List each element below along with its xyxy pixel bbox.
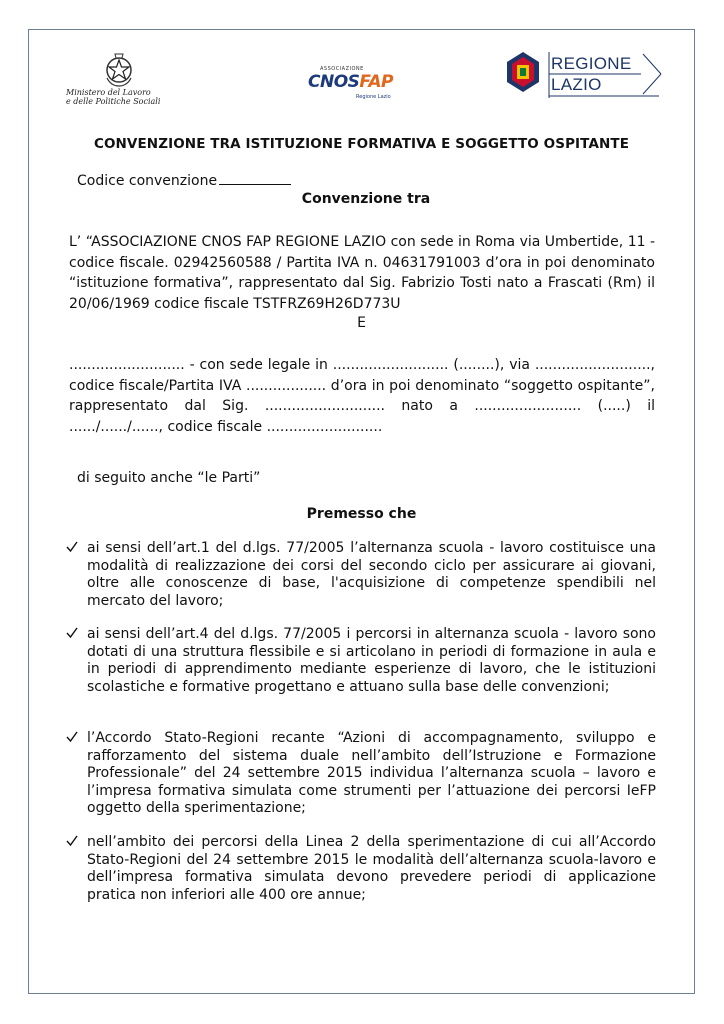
ministry-name-line1: Ministero del Lavoro (66, 88, 151, 97)
document-subtitle: Convenzione tra (301, 191, 431, 207)
premessa-item (64, 626, 656, 696)
premessa-text: ai sensi dell’art.1 del d.lgs. 77/2005 l’alternanza scuola - lavoro costituisce una modalità di realizzazione dei corsi del secondo ciclo per assicurare ai giovani, oltre alle conoscenze di base, l'acquisizione di competenze spendibili nel mercato del lavoro; (87, 540, 656, 609)
ministry-name-line2: e delle Politiche Sociali (66, 97, 161, 106)
cnos-wordmark-fap: FAP (359, 72, 393, 92)
italian-emblem-icon (99, 48, 139, 88)
party2-paragraph: .......................... - con sede legale in .......................... (........), via .........................., codice fiscale/Partita IVA .................. d’ora in poi denominato “soggetto ospitante”, rappresentato dal Sig. ........................... nato a ........................ (.....) il ....../....../......, codice fiscale .......................... (69, 357, 655, 435)
cnos-region-label: Regione Lazio (356, 94, 391, 100)
premesso-heading: Premesso che (306, 506, 417, 522)
ministry-logo (64, 48, 174, 118)
premessa-item (64, 834, 656, 904)
premessa-text: l’Accordo Stato-Regioni recante “Azioni di accompagnamento, sviluppo e rafforzamento del sistema duale nell’ambito dell’Istruzione e Formazione Professionale” del 24 settembre 2015 individua l’alternanza scuola – lavoro e l’impresa formativa simulata come strumenti per l’attuazione dei percorsi IeFP oggetto della sperimentazione; (87, 730, 656, 816)
parties-note: di seguito anche “le Parti” (77, 470, 261, 486)
codice-convenzione (77, 171, 291, 189)
checkmark-icon (64, 626, 80, 640)
lazio-coat-of-arms-icon (503, 50, 543, 94)
premessa-item (64, 730, 656, 818)
checkmark-icon (64, 730, 80, 744)
cnos-fap-logo (306, 66, 410, 106)
document-title: CONVENZIONE TRA ISTITUZIONE FORMATIVA E SOGGETTO OSPITANTE (93, 136, 630, 152)
checkmark-icon (64, 540, 80, 554)
codice-convenzione-label: Codice convenzione (77, 173, 218, 189)
premessa-item (64, 540, 656, 610)
regione-lazio-logo (503, 50, 663, 100)
checkmark-icon (64, 834, 80, 848)
cnos-fap-wordmark (308, 72, 393, 92)
codice-convenzione-blank[interactable] (219, 171, 291, 185)
cnos-association-label: ASSOCIAZIONE (320, 66, 364, 72)
premessa-text: ai sensi dell’art.4 del d.lgs. 77/2005 i percorsi in alternanza scuola - lavoro sono dotati di una struttura flessibile e si articolano in periodi di formazione in aula e in periodi di apprendimento mediante esperienze di lavoro, che le istituzioni scolastiche e formative progettano e attuano sulla base delle convenzioni; (87, 626, 656, 695)
premessa-text: nell’ambito dei percorsi della Linea 2 della sperimentazione di cui all’Accordo Stato-Regioni del 24 settembre 2015 le modalità dell’alternanza scuola-lavoro e dell’impresa formativa simulata devono prevedere periodi di applicazione pratica non inferiori alle 400 ore annue; (87, 834, 656, 903)
cnos-wordmark-cnos: CNOS (308, 72, 360, 92)
party1-paragraph: L’ “ASSOCIAZIONE CNOS FAP REGIONE LAZIO con sede in Roma via Umbertide, 11 - codice fiscale. 02942560588 / Partita IVA n. 04631791003 d’ora in poi denominato “istituzione formativa”, rappresentato dal Sig. Fabrizio Tosti nato a Frascati (Rm) il 20/06/1969 codice fiscale TSTFRZ69H26D773U (69, 234, 656, 312)
lazio-name-line2: LAZIO (551, 75, 602, 94)
party-separator: E (357, 315, 366, 331)
lazio-name-line1: REGIONE (551, 54, 632, 73)
